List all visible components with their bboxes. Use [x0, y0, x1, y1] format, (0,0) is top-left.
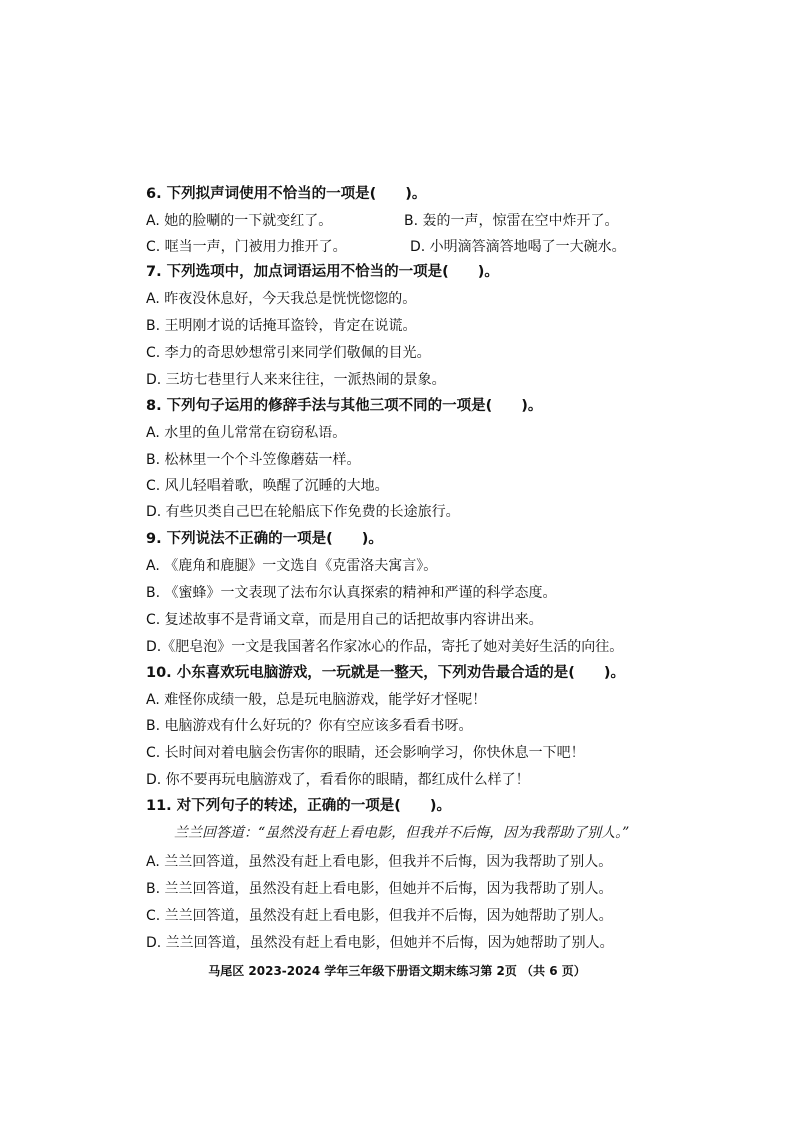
question-9-stem: 9. 下列说法不正确的一项是( )。 — [146, 531, 383, 547]
question-7-option-d: D. 三坊七巷里行人来来往往，一派热闹的景象。 — [146, 372, 446, 388]
question-9-option-d: D.《肥皂泡》一文是我国著名作家冰心的作品，寄托了她对美好生活的向往。 — [146, 639, 624, 655]
question-11-stem: 11. 对下列句子的转述，正确的一项是( )。 — [146, 798, 451, 814]
question-11-option-b: B. 兰兰回答道，虽然没有赶上看电影，但她并不后悔，因为我帮助了别人。 — [146, 881, 613, 897]
question-9-option-b: B. 《蜜蜂》一文表现了法布尔认真探索的精神和严谨的科学态度。 — [146, 585, 557, 601]
question-6-option-c: C. 哐当一声，门被用力推开了。 — [146, 239, 347, 255]
question-11-option-a: A. 兰兰回答道，虽然没有赶上看电影，但我并不后悔，因为我帮助了别人。 — [146, 854, 613, 870]
question-8-option-d: D. 有些贝类自己巴在轮船底下作免费的长途旅行。 — [146, 504, 460, 520]
page-footer: 马尾区 2023-2024 学年三年级下册语文期末练习第 2页 （共 6 页） — [208, 964, 586, 978]
question-6-option-d: D. 小明滴答滴答地喝了一大碗水。 — [410, 239, 626, 255]
question-6-option-a: A. 她的脸唰的一下就变红了。 — [146, 213, 333, 229]
question-9-option-c: C. 复述故事不是背诵文章，而是用自己的话把故事内容讲出来。 — [146, 612, 543, 628]
question-10-option-a: A. 难怪你成绩一般，总是玩电脑游戏，能学好才怪呢！ — [146, 692, 487, 708]
question-7-stem: 7. 下列选项中，加点词语运用不恰当的一项是( )。 — [146, 264, 499, 280]
question-6-option-b: B. 轰的一声，惊雷在空中炸开了。 — [404, 213, 619, 229]
question-10-option-d: D. 你不要再玩电脑游戏了，看看你的眼睛，都红成什么样了！ — [146, 772, 530, 788]
question-10-option-c: C. 长时间对着电脑会伤害你的眼睛，还会影响学习，你快休息一下吧！ — [146, 745, 585, 761]
question-8-option-c: C. 风儿轻唱着歌，唤醒了沉睡的大地。 — [146, 478, 389, 494]
question-7-option-c: C. 李力的奇思妙想常引来同学们敬佩的目光。 — [146, 345, 431, 361]
question-10-stem: 10. 小东喜欢玩电脑游戏，一玩就是一整天，下列劝告最合适的是( )。 — [146, 665, 625, 681]
question-11-option-d: D. 兰兰回答道，虽然没有赶上看电影，但她并不后悔，因为她帮助了别人。 — [146, 935, 614, 951]
question-11-option-c: C. 兰兰回答道，虽然没有赶上看电影，但我并不后悔，因为她帮助了别人。 — [146, 908, 613, 924]
question-8-stem: 8. 下列句子运用的修辞手法与其他三项不同的一项是( )。 — [146, 398, 543, 414]
question-10-option-b: B. 电脑游戏有什么好玩的？你有空应该多看看书呀。 — [146, 718, 473, 734]
question-8-option-b: B. 松林里一个个斗笠像蘑菇一样。 — [146, 452, 361, 468]
question-7-option-b: B. 王明刚才说的话掩耳盗铃，肯定在说谎。 — [146, 318, 417, 334]
question-6-stem: 6. 下列拟声词使用不恰当的一项是( )。 — [146, 186, 427, 202]
question-11-quote: 兰兰回答道：“虽然没有赶上看电影，但我并不后悔，因为我帮助了别人。” — [174, 825, 630, 841]
question-9-option-a: A. 《鹿角和鹿腿》一文选自《克雷洛夫寓言》。 — [146, 558, 438, 574]
question-7-option-a: A. 昨夜没休息好，今天我总是恍恍惚惚的。 — [146, 291, 417, 307]
question-8-option-a: A. 水里的鱼儿常常在窃窃私语。 — [146, 425, 347, 441]
